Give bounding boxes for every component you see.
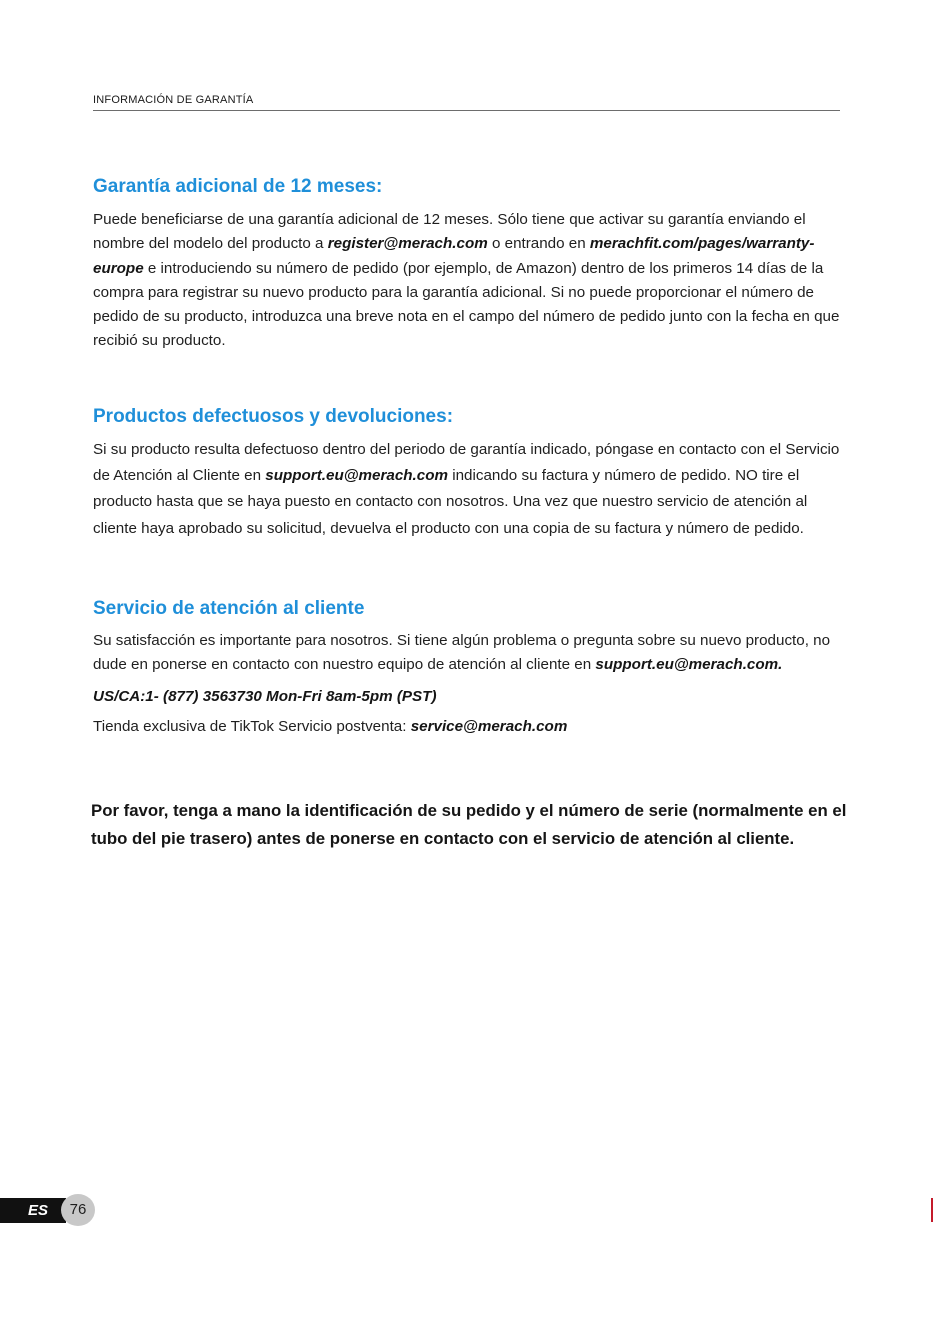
page-number: 76 xyxy=(61,1194,95,1226)
warranty-url-link[interactable]: merachfit.com/pages/warranty-europe xyxy=(93,235,815,277)
warranty-heading: Garantía adicional de 12 meses: xyxy=(93,176,383,197)
tiktok-email-link[interactable]: service@merach.com xyxy=(410,717,568,735)
warranty-text-3: e introduciendo su número de pedido (por ejemplo, de Amazon) dentro de los primeros 14 días de la compra para registrar su nuevo producto para la garantía adicional. Si no puede proporcionar el número de pedido de su producto, introduzca una breve nota en el campo del número de pedido junto con la fecha en que recibió su producto. xyxy=(93,259,840,350)
warranty-section xyxy=(93,175,843,354)
service-paragraph xyxy=(93,629,843,678)
defects-text-2: indicando su factura y número de pedido. NO tire el producto hasta que se haya puesto en contacto con nosotros. Una vez que nuestro servicio de atención al cliente haya aprobado su solicitud, devuelva el producto con una copia de su factura y número de pedido. xyxy=(93,467,808,537)
edge-marker xyxy=(931,1198,933,1222)
tiktok-line xyxy=(93,715,843,739)
support-email-link[interactable]: support.eu@merach.com xyxy=(265,467,449,485)
tiktok-label: Tienda exclusiva de TikTok Servicio postventa: xyxy=(93,717,411,735)
contact-notice: Por favor, tenga a mano la identificación de su pedido y el número de serie (normalmente en el tubo del pie trasero) antes de ponerse en contacto con el servicio de atención al cliente. xyxy=(91,801,847,848)
service-heading: Servicio de atención al cliente xyxy=(93,598,365,619)
warranty-text-1: Puede beneficiarse de una garantía adicional de 12 meses. Sólo tiene que activar su garantía enviando el nombre del modelo del producto a xyxy=(93,211,806,253)
language-label: ES xyxy=(28,1202,49,1219)
page-header: INFORMACIÓN DE GARANTÍA xyxy=(93,94,840,111)
service-support-email-link[interactable]: support.eu@merach.com. xyxy=(595,656,783,674)
phone-line: US/CA:1- (877) 3563730 Mon-Fri 8am-5pm (PST) xyxy=(93,687,437,705)
defects-paragraph xyxy=(93,437,843,542)
register-email-link[interactable]: register@merach.com xyxy=(327,235,488,253)
service-section xyxy=(93,597,843,739)
defects-text-1: Si su producto resulta defectuoso dentro del periodo de garantía indicado, póngase en contacto con el Servicio de Atención al Cliente en xyxy=(93,441,840,485)
defects-heading: Productos defectuosos y devoluciones: xyxy=(93,406,454,427)
defects-section xyxy=(93,405,843,542)
warranty-paragraph xyxy=(93,208,843,354)
warranty-text-2: o entrando en xyxy=(487,235,590,253)
service-text-1: Su satisfacción es importante para nosotros. Si tiene algún problema o pregunta sobre su nuevo producto, no dude en ponerse en contacto con nuestro equipo de atención al cliente en xyxy=(93,632,831,674)
